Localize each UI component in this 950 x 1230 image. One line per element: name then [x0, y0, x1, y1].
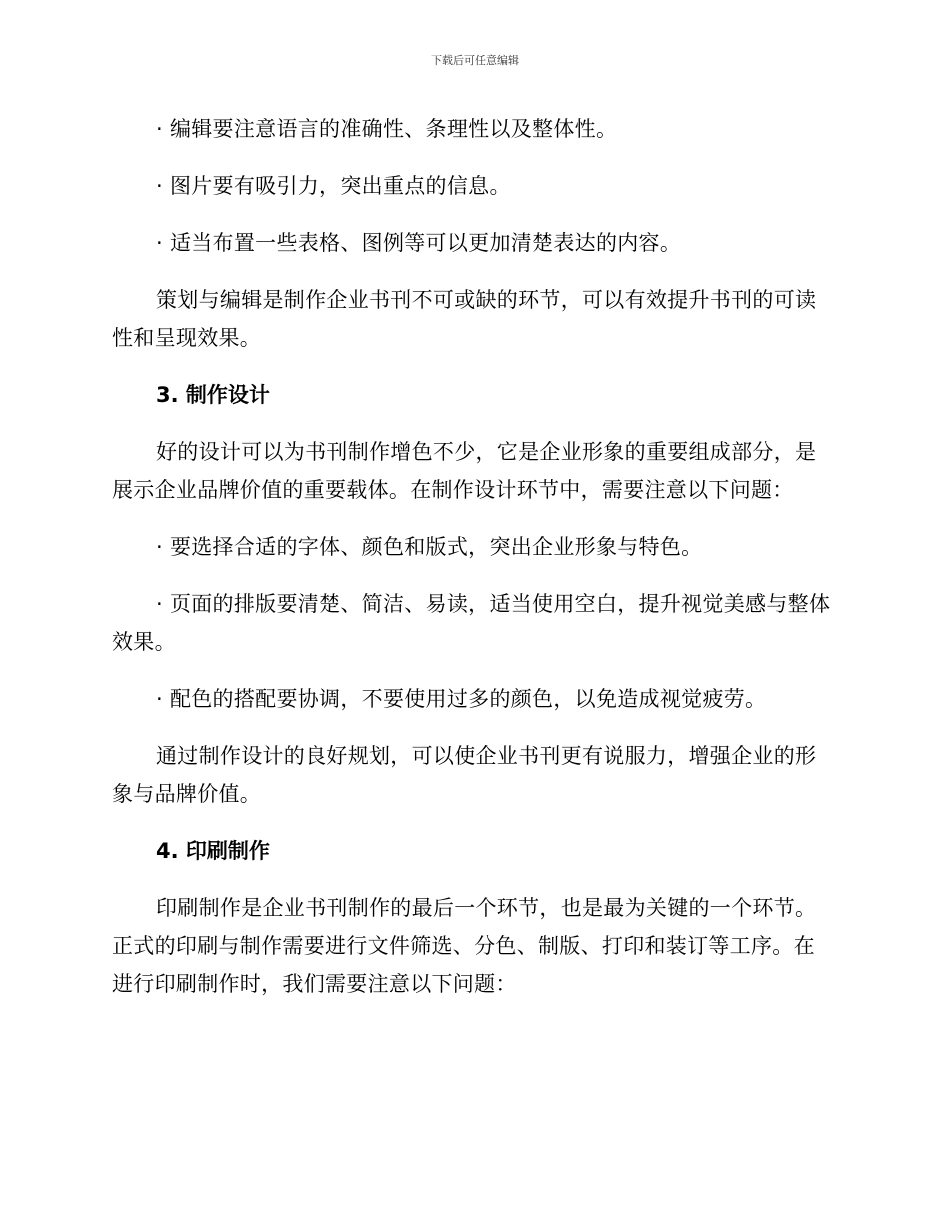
paragraph: 好的设计可以为书刊制作增色不少，它是企业形象的重要组成部分，是展示企业品牌价值的重要载体。在制作设计环节中，需要注意以下问题： — [112, 440, 817, 502]
document-body — [112, 110, 832, 1022]
bullet-item: · 页面的排版要清楚、简洁、易读，适当使用空白，提升视觉美感与整体效果。 — [112, 592, 831, 654]
section-heading: 3. 制作设计 — [156, 383, 270, 407]
bullet-item: · 要选择合适的字体、颜色和版式，突出企业形象与特色。 — [156, 535, 703, 559]
bullet-item: · 适当布置一些表格、图例等可以更加清楚表达的内容。 — [156, 231, 682, 255]
bullet-item: · 图片要有吸引力，突出重点的信息。 — [156, 174, 511, 198]
paragraph: 通过制作设计的良好规划，可以使企业书刊更有说服力，增强企业的形象与品牌价值。 — [112, 744, 817, 806]
page-header: 下载后可任意编辑 — [431, 54, 519, 67]
bullet-item: · 配色的搭配要协调，不要使用过多的颜色，以免造成视觉疲劳。 — [156, 687, 767, 711]
paragraph: 策划与编辑是制作企业书刊不可或缺的环节，可以有效提升书刊的可读性和呈现效果。 — [112, 288, 817, 350]
bullet-item: · 编辑要注意语言的准确性、条理性以及整体性。 — [156, 117, 618, 141]
section-heading: 4. 印刷制作 — [156, 839, 270, 863]
paragraph: 印刷制作是企业书刊制作的最后一个环节，也是最为关键的一个环节。正式的印刷与制作需要进行文件筛选、分色、制版、打印和装订等工序。在进行印刷制作时，我们需要注意以下问题： — [112, 896, 817, 996]
